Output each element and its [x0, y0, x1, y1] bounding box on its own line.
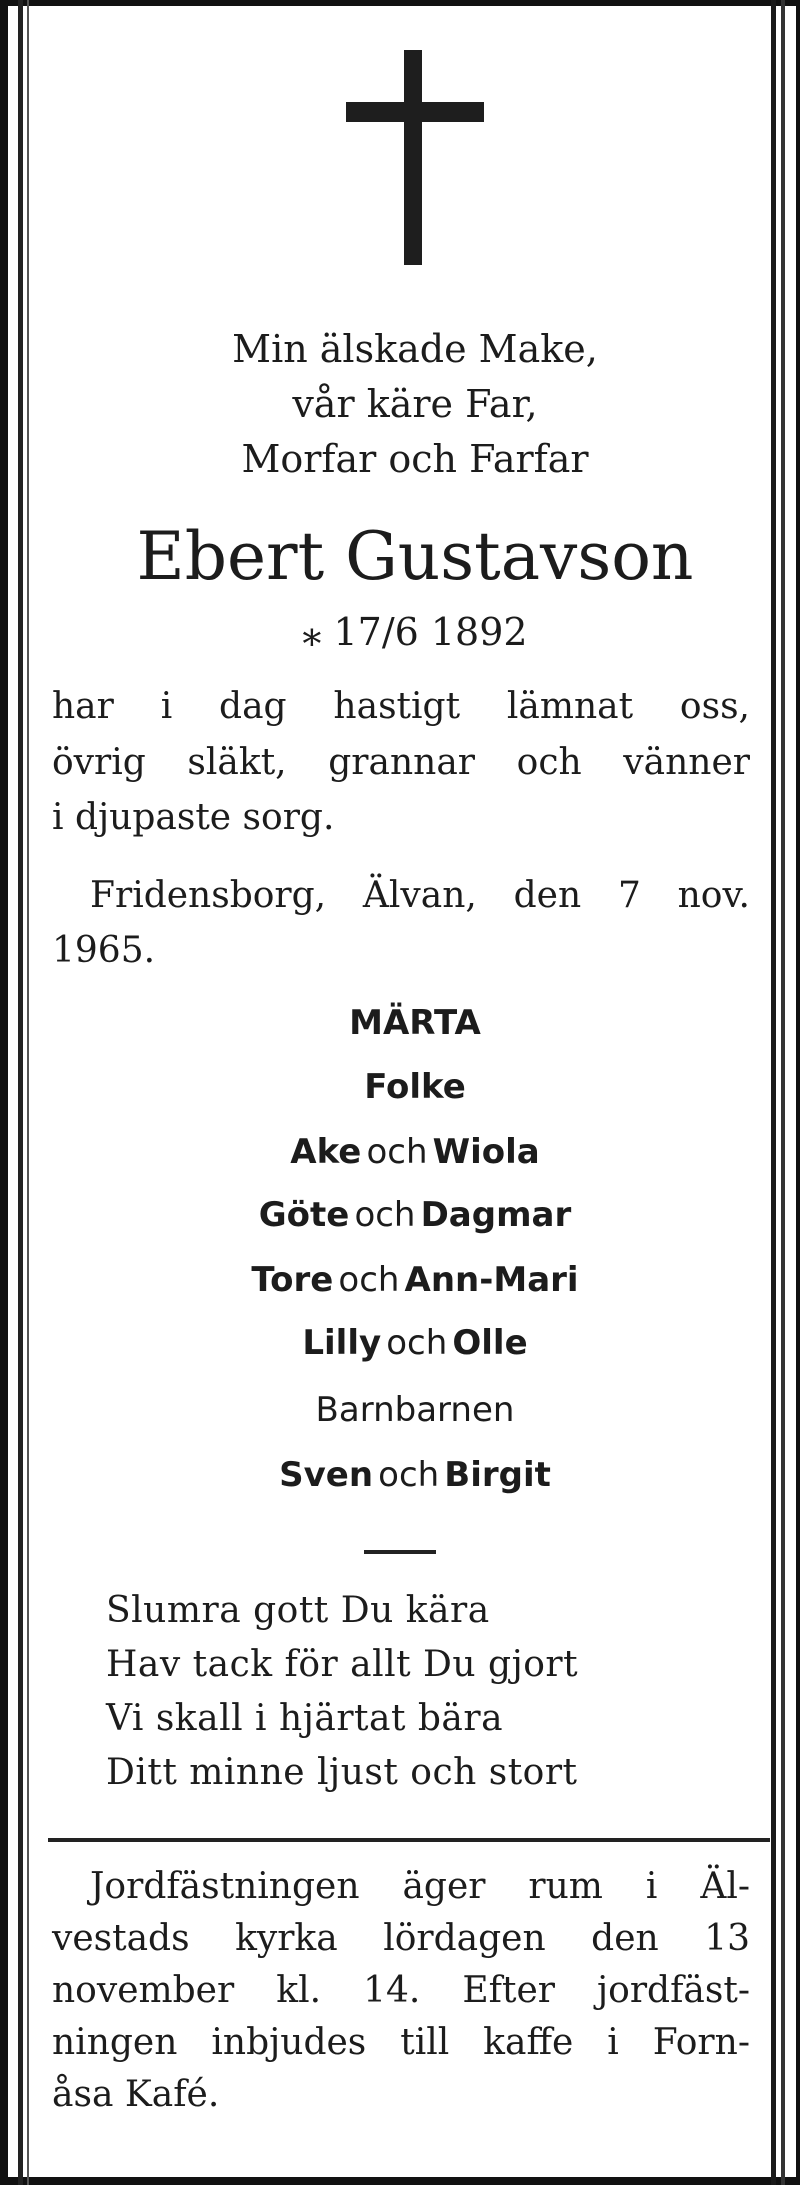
conjunction: och [338, 1260, 400, 1300]
cross-horizontal-bar [346, 102, 484, 122]
conjunction: och [354, 1195, 416, 1235]
mourner-name: Ann-Mari [404, 1260, 579, 1300]
place-date-line-2: 1965. [52, 930, 156, 971]
message-line-3: i djupaste sorg. [52, 797, 335, 838]
mourner-line-3 [40, 1195, 790, 1235]
funeral-line-2: vestads kyrka lördagen den 13 [52, 1918, 750, 1959]
funeral-line-3: november kl. 14. Efter jordfäst- [52, 1970, 750, 2011]
mourner-line-1: Folke [364, 1067, 466, 1107]
intro-line-3: Morfar och Farfar [241, 437, 589, 481]
funeral-line-5: åsa Kafé. [52, 2074, 220, 2115]
poem-line-3: Vi skall i hjärtat bära [106, 1698, 504, 1739]
mourner-wife: MÄRTA [349, 1003, 481, 1043]
intro-line-1: Min älskade Make, [232, 327, 598, 371]
funeral-line-4: ningen inbjudes till kaffe i Forn- [52, 2022, 750, 2063]
message-line-2: övrig släkt, grannar och vänner [52, 742, 750, 783]
mourner-line-6 [40, 1455, 790, 1495]
mourner-line-5 [40, 1323, 790, 1363]
mourner-name: Tore [251, 1260, 334, 1300]
place-date-line-1: Fridensborg, Älvan, den 7 nov. [90, 875, 750, 916]
poem-line-1: Slumra gott Du kära [106, 1590, 490, 1631]
mourner-name: Olle [452, 1323, 528, 1363]
poem-line-4: Ditt minne ljust och stort [106, 1752, 578, 1793]
cross-vertical-bar [404, 50, 422, 265]
mourner-name: Göte [258, 1195, 350, 1235]
mourner-name: Dagmar [420, 1195, 572, 1235]
left-border-rule-inner [27, 0, 29, 2185]
intro-line-2: vår käre Far, [292, 382, 538, 426]
funeral-line-1: Jordfästningen äger rum i Äl- [90, 1866, 750, 1907]
mourner-name: Sven [279, 1455, 374, 1495]
deceased-name: Ebert Gustavson [136, 518, 694, 595]
mourner-line-2 [40, 1132, 790, 1172]
grandchildren-label: Barnbarnen [315, 1390, 515, 1430]
mourner-name: Birgit [444, 1455, 551, 1495]
conjunction: och [386, 1323, 448, 1363]
left-border-rule [18, 0, 23, 2185]
mourner-name: Lilly [302, 1323, 382, 1363]
conjunction: och [378, 1455, 440, 1495]
birth-date: ⁎ 17/6 1892 [302, 610, 528, 654]
mourner-name: Wiola [432, 1132, 540, 1172]
section-divider-short [364, 1550, 436, 1554]
conjunction: och [366, 1132, 428, 1172]
poem-line-2: Hav tack för allt Du gjort [106, 1644, 579, 1685]
mourner-name: Ake [290, 1132, 362, 1172]
message-line-1: har i dag hastigt lämnat oss, [52, 686, 750, 727]
section-divider-long [48, 1838, 770, 1842]
mourner-line-4 [40, 1260, 790, 1300]
